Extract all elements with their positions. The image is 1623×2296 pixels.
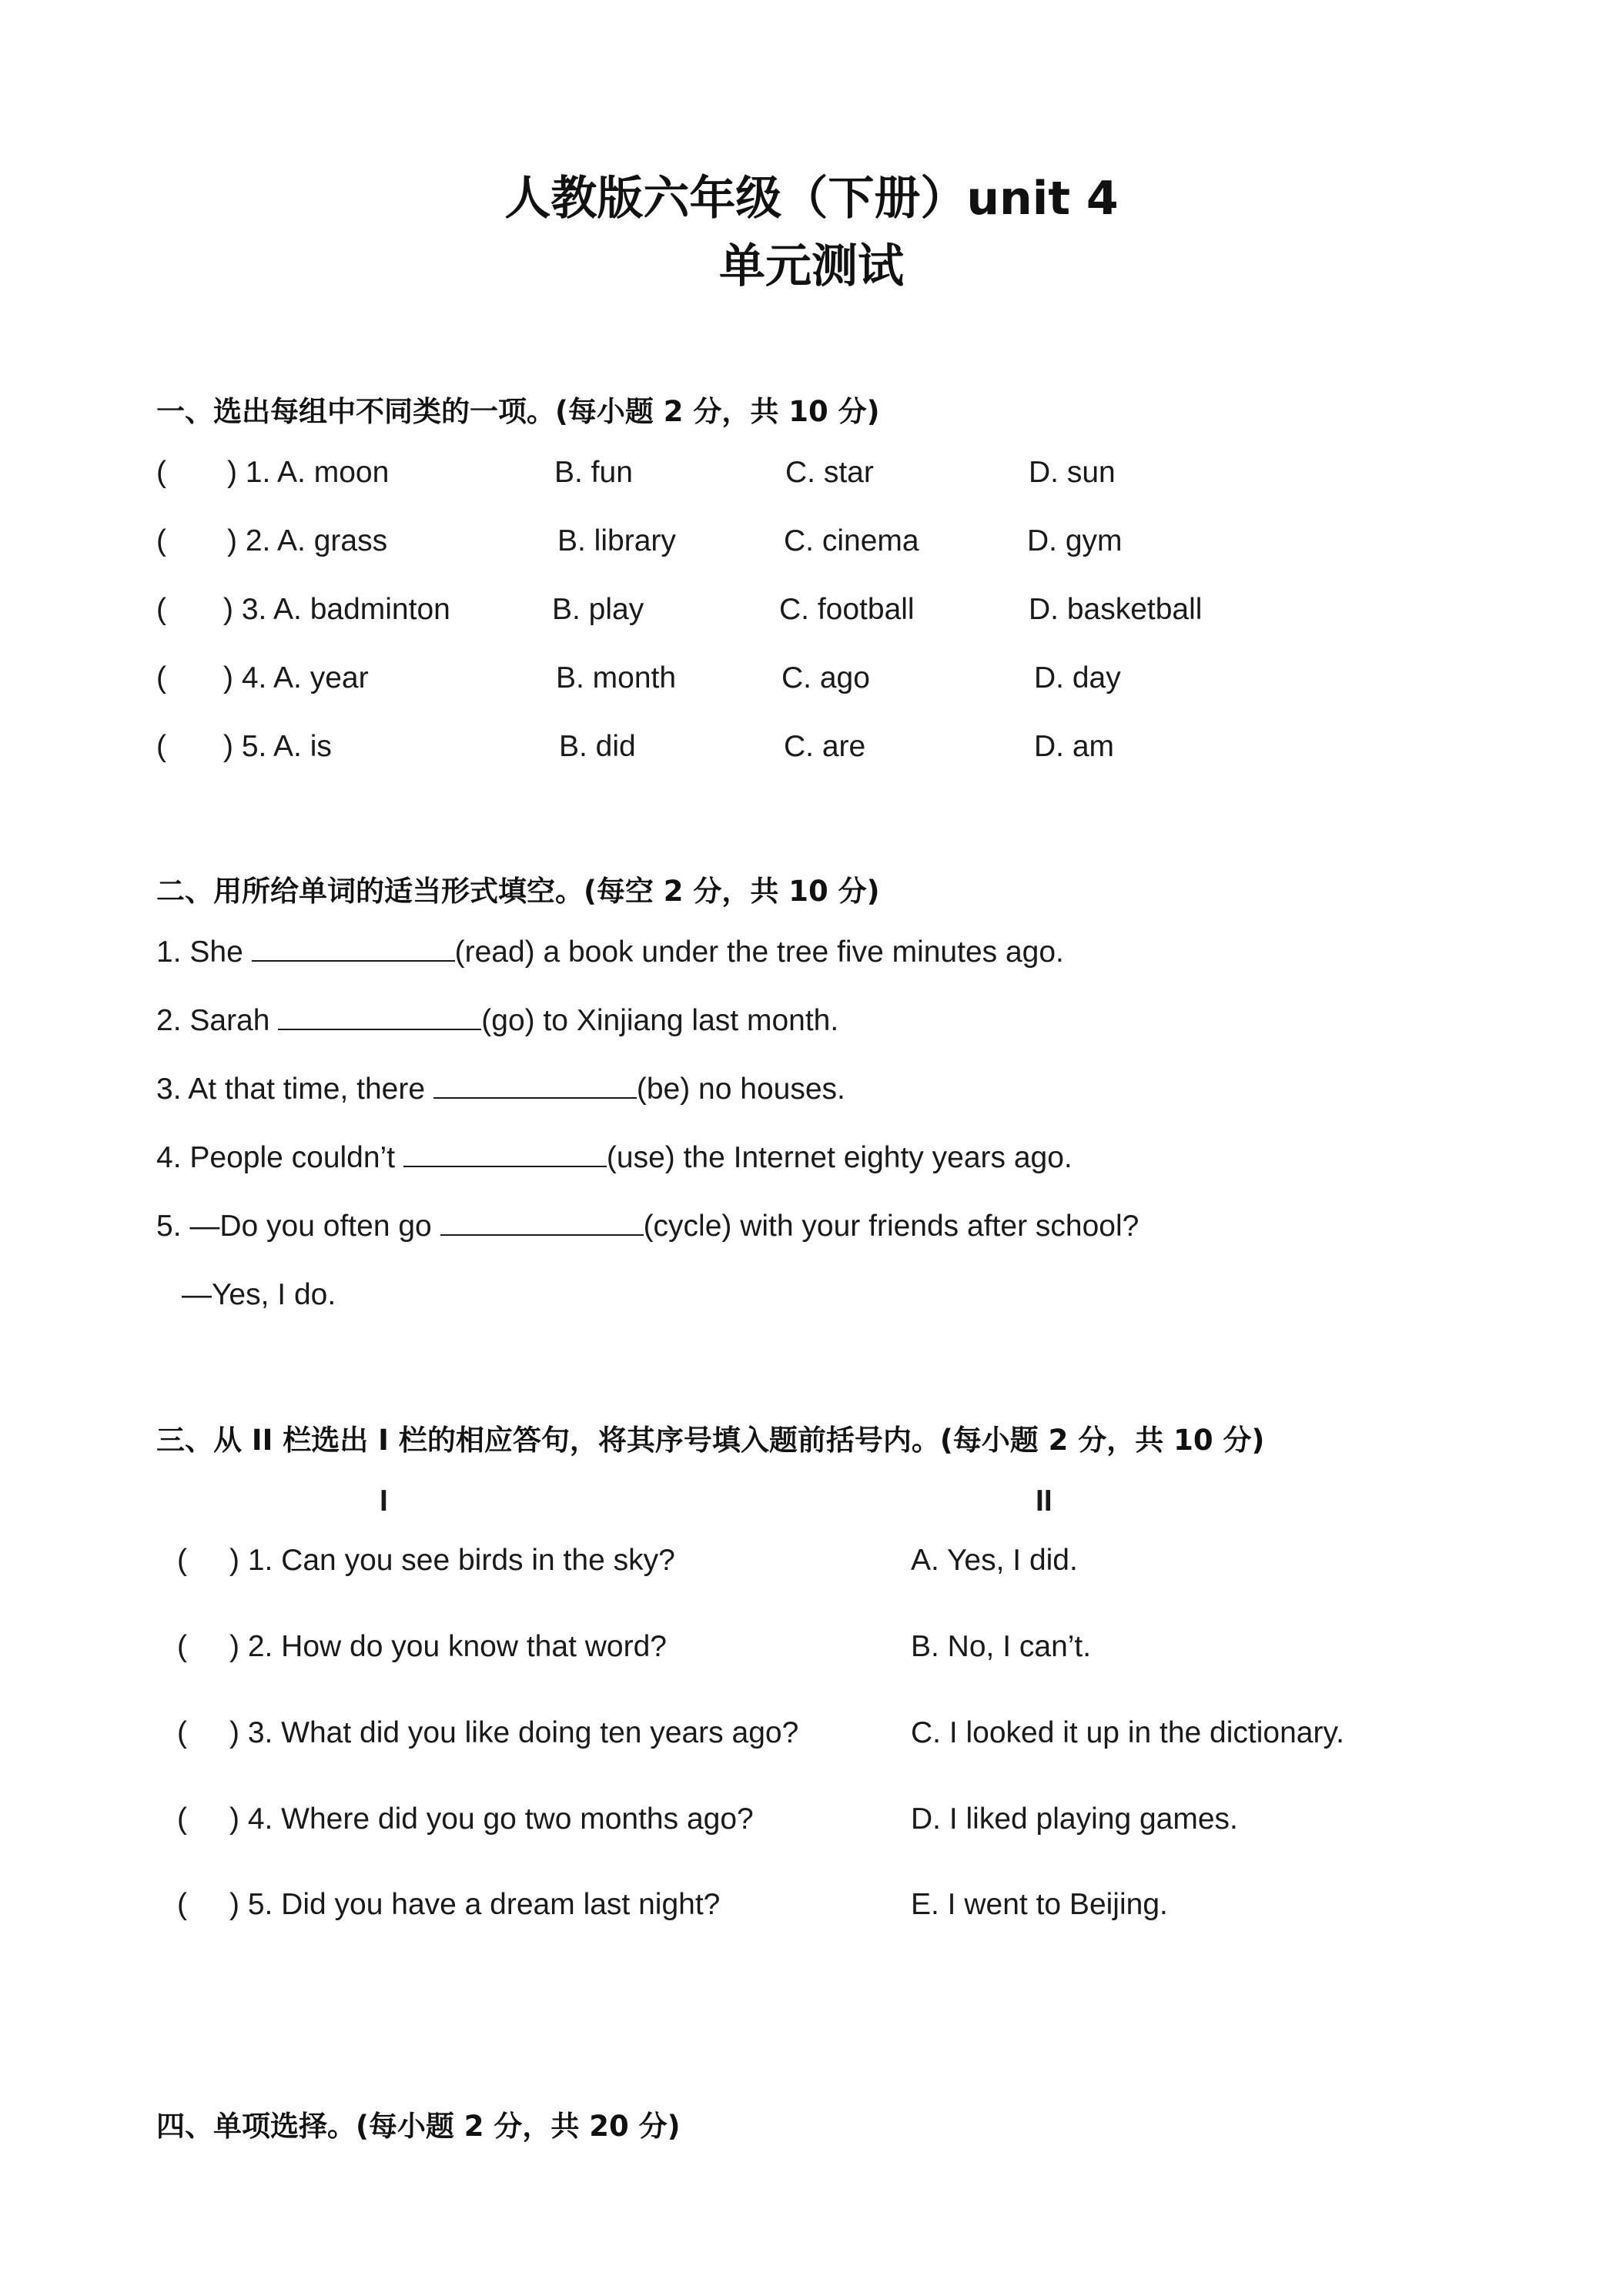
option-c: C. football bbox=[779, 593, 915, 626]
question: ) 5. Did you have a dream last night? bbox=[229, 1888, 721, 1921]
fill-blank[interactable] bbox=[433, 1074, 637, 1099]
answer-paren[interactable]: ( bbox=[177, 1716, 187, 1749]
question: ) 2. How do you know that word? bbox=[229, 1630, 667, 1663]
fill-blank[interactable] bbox=[440, 1211, 644, 1236]
answer-paren[interactable]: ( bbox=[177, 1802, 187, 1836]
sentence-end: (go) to Xinjiang last month. bbox=[481, 1004, 839, 1037]
answer-option: D. I liked playing games. bbox=[911, 1802, 1238, 1836]
answer-paren[interactable]: ( bbox=[156, 661, 166, 694]
sentence-end: (be) no houses. bbox=[636, 1073, 845, 1106]
question: ) 3. What did you like doing ten years ago? bbox=[229, 1716, 799, 1749]
option-b: B. fun bbox=[554, 456, 633, 489]
fill-blank[interactable] bbox=[252, 937, 455, 962]
option-a: ) 4. A. year bbox=[223, 661, 369, 694]
sentence-start: 1. She bbox=[156, 935, 252, 969]
question: ) 1. Can you see birds in the sky? bbox=[229, 1544, 675, 1577]
sentence-start: 3. At that time, there bbox=[156, 1073, 433, 1106]
option-c: C. ago bbox=[781, 661, 870, 694]
list-item bbox=[156, 1004, 838, 1038]
option-b: B. month bbox=[556, 661, 677, 694]
list-item bbox=[156, 1073, 845, 1106]
option-a: ) 1. A. moon bbox=[227, 456, 390, 489]
sentence-end: (use) the Internet eighty years ago. bbox=[606, 1141, 1073, 1174]
option-c: C. star bbox=[785, 456, 874, 489]
answer-paren[interactable]: ( bbox=[177, 1630, 187, 1663]
answer-paren[interactable]: ( bbox=[177, 1544, 187, 1577]
page-title: 人教版六年级（下册）unit 4 bbox=[504, 172, 1119, 226]
sentence-end: (read) a book under the tree five minutes ago. bbox=[454, 935, 1064, 969]
section3-heading: 三、从 II 栏选出 I 栏的相应答句，将其序号填入题前括号内。(每小题 2 分，共 10 分) bbox=[156, 1424, 1265, 1457]
option-b: B. play bbox=[552, 593, 644, 626]
section1-heading: 一、选出每组中不同类的一项。(每小题 2 分，共 10 分) bbox=[156, 395, 880, 428]
list-item bbox=[156, 935, 1064, 969]
option-a: ) 5. A. is bbox=[223, 730, 332, 763]
option-c: C. are bbox=[784, 730, 866, 763]
option-c: C. cinema bbox=[784, 524, 919, 557]
option-a: ) 2. A. grass bbox=[227, 524, 388, 557]
sentence-start: 4. People couldn’t bbox=[156, 1141, 403, 1174]
page-subtitle: 单元测试 bbox=[719, 239, 904, 293]
answer-paren[interactable]: ( bbox=[156, 456, 166, 489]
sentence-start: 2. Sarah bbox=[156, 1004, 279, 1037]
answer-option: A. Yes, I did. bbox=[911, 1544, 1078, 1577]
option-d: D. day bbox=[1034, 661, 1121, 694]
section4-heading: 四、单项选择。(每小题 2 分，共 20 分) bbox=[156, 2110, 681, 2143]
answer-option: C. I looked it up in the dictionary. bbox=[911, 1716, 1344, 1749]
column-header-ii: II bbox=[1036, 1484, 1052, 1518]
answer-paren[interactable]: ( bbox=[156, 593, 166, 626]
fill-blank[interactable] bbox=[403, 1143, 607, 1167]
option-b: B. library bbox=[557, 524, 676, 557]
sentence-start: 5. —Do you often go bbox=[156, 1210, 440, 1243]
option-d: D. sun bbox=[1029, 456, 1116, 489]
option-d: D. gym bbox=[1027, 524, 1123, 557]
list-item bbox=[156, 1141, 1073, 1175]
fill-blank[interactable] bbox=[278, 1006, 481, 1030]
option-b: B. did bbox=[559, 730, 636, 763]
answer-option: B. No, I can’t. bbox=[911, 1630, 1092, 1663]
question: ) 4. Where did you go two months ago? bbox=[229, 1802, 754, 1836]
answer-paren[interactable]: ( bbox=[156, 730, 166, 763]
section2-heading: 二、用所给单词的适当形式填空。(每空 2 分，共 10 分) bbox=[156, 875, 880, 908]
answer-paren[interactable]: ( bbox=[177, 1888, 187, 1921]
option-d: D. basketball bbox=[1029, 593, 1203, 626]
answer-option: E. I went to Beijing. bbox=[911, 1888, 1168, 1921]
column-header-i: I bbox=[380, 1484, 388, 1518]
list-item bbox=[156, 1210, 1139, 1243]
option-a: ) 3. A. badminton bbox=[223, 593, 450, 626]
answer-line: —Yes, I do. bbox=[182, 1278, 336, 1311]
answer-paren[interactable]: ( bbox=[156, 524, 166, 557]
sentence-end: (cycle) with your friends after school? bbox=[643, 1210, 1139, 1243]
option-d: D. am bbox=[1034, 730, 1115, 763]
